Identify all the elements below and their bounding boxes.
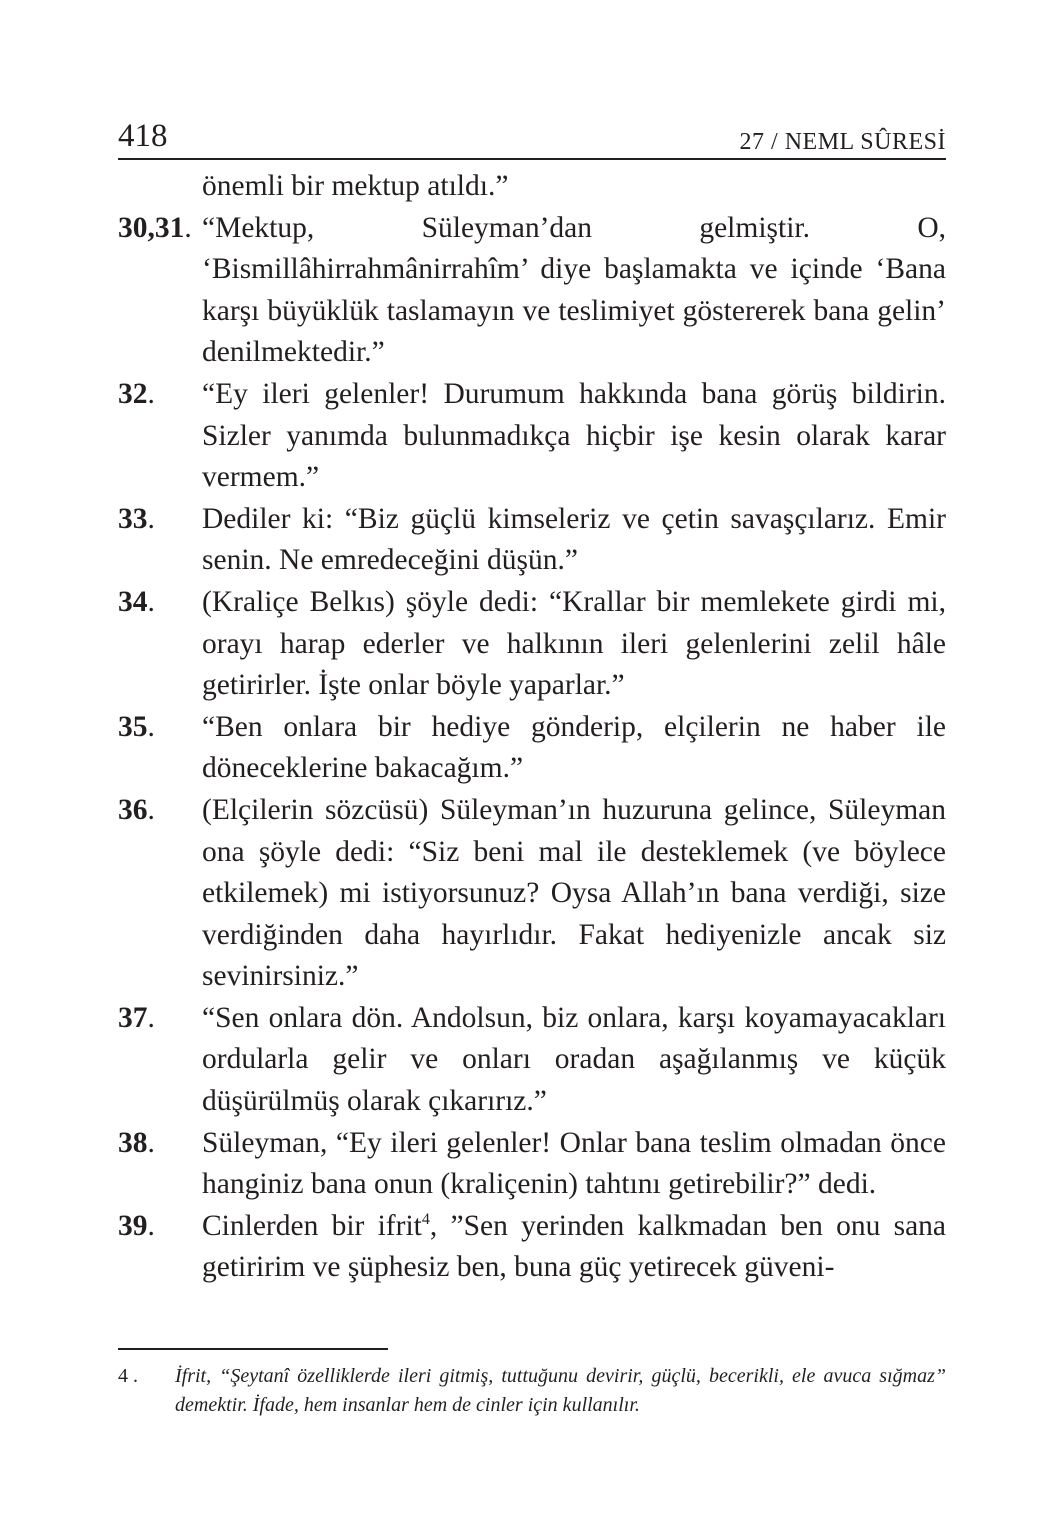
running-title: 27 / NEML SÛRESİ [739, 129, 946, 155]
verse-30-31 [118, 208, 946, 374]
footnote-divider [118, 1348, 388, 1350]
verse-text: Dediler ki: “Biz güçlü kimseleriz ve çetin savaşçılarız. Emir senin. Ne emredeceğini düşün.” [202, 502, 946, 577]
footnote-text: İfrit, “Şeytanî özelliklerde ileri gitmiş, tuttuğunu devirir, güçlü, becerikli, ele avuca sığmaz” demektir. İfade, hem insanlar hem de cinler için kullanılır. [175, 1365, 946, 1416]
verse-text: Cinlerden bir ifrit$^4$, ”Sen yerinden kalkmadan ben onu sana getiririm ve şüphesiz ben, buna güç yetirecek güveni- [202, 1209, 947, 1284]
verse-33 [118, 499, 946, 582]
verse-list [118, 166, 946, 1289]
verse-number: 32. [118, 377, 155, 410]
verse-text: “Ey ileri gelenler! Durumum hakkında bana görüş bildirin. Sizler yanımda bulunmadıkça hiçbir işe kesin olarak karar vermem.” [202, 377, 946, 494]
verse-37 [118, 998, 946, 1123]
verse-number: 39. [118, 1209, 155, 1242]
verse-35 [118, 707, 946, 790]
verse-number: 30,31. [118, 211, 192, 244]
verse-number: 36. [118, 793, 155, 826]
verse-text: önemli bir mektup atıldı.” [202, 170, 509, 202]
verse-number: 35. [118, 710, 155, 743]
verse-number: 37. [118, 1001, 155, 1034]
verse-continuation [118, 166, 946, 208]
verse-text: (Elçilerin sözcüsü) Süleyman’ın huzuruna gelince, Süleyman ona şöyle dedi: “Siz beni mal ile desteklemek (ve böylece etkilemek) mi istiyorsunuz? Oysa Allah’ın bana verdiği, size verdiğinden daha hayırlıdır. Fakat hediyenizle ancak siz sevinirsiniz.” [202, 793, 946, 993]
verse-text: “Ben onlara bir hediye gönderip, elçilerin ne haber ile döneceklerine bakacağım.” [202, 710, 946, 785]
verse-text: Süleyman, “Ey ileri gelenler! Onlar bana teslim olmadan önce hanginiz bana onun (kraliçenin) tahtını getirebilir?” dedi. [202, 1126, 946, 1201]
page-number: 418 [118, 118, 168, 154]
footnote-reference: 4 [421, 1210, 430, 1228]
verse-number: 33. [118, 502, 155, 535]
verse-text: (Kraliçe Belkıs) şöyle dedi: “Krallar bir memlekete girdi mi, orayı harap ederler ve halkının ileri gelenlerini zelil hâle getirirler. İşte onlar böyle yaparlar.” [202, 585, 946, 702]
verse-number: 38. [118, 1126, 155, 1159]
verse-38 [118, 1123, 946, 1206]
verse-32 [118, 374, 946, 499]
page-header [118, 112, 946, 160]
footnote-marker: 4 . [118, 1365, 138, 1387]
verse-number: 34. [118, 585, 155, 618]
verse-34 [118, 582, 946, 707]
footnote [118, 1362, 946, 1420]
verse-39 [118, 1206, 946, 1289]
verse-text: “Sen onlara dön. Andolsun, biz onlara, karşı koyamayacakları ordularla gelir ve onları oradan aşağılanmış ve küçük düşürülmüş olarak çıkarırız.” [202, 1001, 946, 1118]
verse-text: “Mektup, Süleyman’dan gelmiştir. O, ‘Bismillâhirrahmânirrahîm’ diye başlamakta ve içinde ‘Bana karşı büyüklük taslamayın ve teslimiyet göstererek bana gelin’ denilmektedir.” [202, 211, 946, 369]
verse-36 [118, 790, 946, 998]
